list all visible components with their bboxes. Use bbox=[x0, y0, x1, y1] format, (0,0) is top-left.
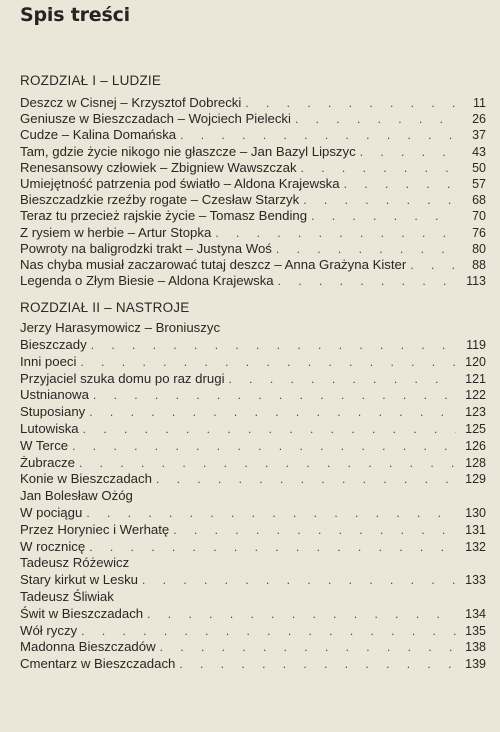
toc-entry bbox=[20, 505, 486, 522]
toc-entry bbox=[20, 257, 486, 273]
entry-title: Legenda o Złym Biesie – Aldona Krajewska bbox=[20, 273, 274, 289]
toc-entry bbox=[20, 208, 486, 224]
page-number: 57 bbox=[472, 176, 486, 191]
toc-entry bbox=[20, 606, 486, 623]
toc-entry bbox=[20, 273, 486, 289]
dot-leader bbox=[79, 455, 456, 472]
page-number: 128 bbox=[465, 455, 486, 470]
entry-title: Wół ryczy bbox=[20, 622, 78, 638]
dot-leader bbox=[83, 421, 456, 438]
dot-leader bbox=[86, 505, 456, 522]
entry-title: Deszcz w Cisnej – Krzysztof Dobrecki bbox=[20, 95, 242, 110]
chapter-entries bbox=[20, 95, 486, 289]
entry-title: Renesansowy człowiek – Zbigniew Wawszczak bbox=[20, 159, 297, 175]
toc-entry bbox=[20, 455, 486, 472]
page-number: 126 bbox=[465, 438, 486, 453]
page-number: 70 bbox=[472, 209, 486, 224]
entry-title: Z rysiem w herbie – Artur Stopka bbox=[20, 224, 212, 240]
dot-leader bbox=[91, 337, 456, 354]
dot-leader bbox=[89, 404, 456, 421]
page-number: 132 bbox=[465, 539, 486, 554]
page-number: 138 bbox=[465, 640, 486, 655]
toc-entry bbox=[20, 572, 486, 589]
table-of-contents bbox=[20, 72, 486, 673]
dot-leader bbox=[142, 572, 456, 589]
page-number: 68 bbox=[472, 193, 486, 208]
dot-leader bbox=[276, 241, 456, 257]
page-number: 76 bbox=[472, 225, 486, 240]
page-number: 121 bbox=[465, 371, 486, 386]
entry-title: Bieszczadzkie rzeźby rogate – Czesław Starzyk bbox=[20, 192, 300, 208]
dot-leader bbox=[179, 656, 456, 673]
toc-entry bbox=[20, 488, 486, 505]
page-number: 43 bbox=[472, 144, 486, 159]
chapter-entries bbox=[20, 320, 486, 673]
toc-entry bbox=[20, 225, 486, 241]
entry-title: Stuposiany bbox=[20, 404, 86, 420]
entry-title: Bieszczady bbox=[20, 337, 87, 353]
toc-entry bbox=[20, 176, 486, 192]
page-number: 131 bbox=[465, 522, 486, 537]
page-number: 50 bbox=[472, 160, 486, 175]
dot-leader bbox=[93, 387, 456, 404]
toc-entry bbox=[20, 95, 486, 111]
toc-entry bbox=[20, 623, 486, 640]
dot-leader bbox=[295, 111, 456, 127]
toc-entry bbox=[20, 144, 486, 160]
dot-leader bbox=[360, 144, 456, 160]
toc-entry bbox=[20, 387, 486, 404]
page-number: 120 bbox=[465, 354, 486, 369]
dot-leader bbox=[344, 176, 456, 192]
dot-leader bbox=[160, 639, 456, 656]
entry-title: Tadeusz Różewicz bbox=[20, 555, 130, 571]
entry-title: Teraz tu przecież rajskie życie – Tomasz Bending bbox=[20, 208, 308, 224]
entry-title: Inni poeci bbox=[20, 353, 77, 369]
dot-leader bbox=[215, 225, 456, 241]
page-number: 11 bbox=[473, 96, 486, 110]
entry-title: Jerzy Harasymowicz – Broniuszyc bbox=[20, 320, 221, 336]
entry-title: Cmentarz w Bieszczadach bbox=[20, 656, 176, 672]
dot-leader bbox=[156, 471, 456, 488]
toc-entry bbox=[20, 404, 486, 421]
page-number: 129 bbox=[465, 472, 486, 487]
dot-leader bbox=[180, 127, 456, 143]
toc-entry bbox=[20, 371, 486, 388]
entry-title: Żubracze bbox=[20, 454, 75, 470]
entry-title: W pociągu bbox=[20, 505, 83, 521]
dot-leader bbox=[229, 371, 457, 388]
page-number: 119 bbox=[466, 338, 486, 353]
dot-leader bbox=[311, 208, 456, 224]
entry-title: Ustnianowa bbox=[20, 387, 89, 403]
entry-title: Powroty na baligrodzki trakt – Justyna Woś bbox=[20, 240, 272, 256]
entry-title: Przyjaciel szuka domu po raz drugi bbox=[20, 370, 225, 386]
toc-entry bbox=[20, 127, 486, 143]
dot-leader bbox=[147, 606, 456, 623]
page-number: 130 bbox=[465, 506, 486, 521]
page-number: 88 bbox=[472, 257, 486, 272]
page-title: Spis treści bbox=[20, 4, 130, 26]
dot-leader bbox=[89, 539, 456, 556]
entry-title: Konie w Bieszczadach bbox=[20, 471, 152, 487]
page-number: 135 bbox=[465, 623, 486, 638]
dot-leader bbox=[303, 192, 456, 208]
toc-entry bbox=[20, 471, 486, 488]
page-number: 26 bbox=[472, 112, 486, 127]
toc-entry bbox=[20, 522, 486, 539]
toc-entry bbox=[20, 438, 486, 455]
toc-entry bbox=[20, 192, 486, 208]
page-number: 37 bbox=[472, 128, 486, 143]
entry-title: Tadeusz Śliwiak bbox=[20, 589, 114, 604]
entry-title: Przez Horyniec i Werhatę bbox=[20, 521, 170, 537]
entry-title: W rocznicę bbox=[20, 538, 86, 554]
entry-title: Cudze – Kalina Domańska bbox=[20, 127, 177, 143]
dot-leader bbox=[81, 623, 456, 640]
page-number: 80 bbox=[472, 241, 486, 256]
toc-entry bbox=[20, 354, 486, 371]
toc-entry bbox=[20, 639, 486, 656]
dot-leader bbox=[301, 160, 456, 176]
page-number: 134 bbox=[465, 606, 486, 621]
toc-entry bbox=[20, 320, 486, 337]
entry-title: Tam, gdzie życie nikogo nie głaszcze – Jan Bazyl Lipszyc bbox=[20, 143, 356, 159]
page-number: 133 bbox=[465, 573, 486, 588]
page-number: 123 bbox=[465, 405, 486, 420]
toc-entry bbox=[20, 421, 486, 438]
dot-leader bbox=[72, 438, 456, 455]
page-number: 113 bbox=[466, 274, 486, 289]
entry-title: Madonna Bieszczadów bbox=[20, 639, 156, 655]
dot-leader bbox=[410, 257, 456, 273]
entry-title: Lutowiska bbox=[20, 421, 79, 437]
entry-title: Stary kirkut w Lesku bbox=[20, 572, 138, 588]
entry-title: Geniusze w Bieszczadach – Wojciech Pielecki bbox=[20, 111, 291, 127]
page-number: 122 bbox=[465, 388, 486, 403]
chapter-heading: ROZDZIAŁ II – NASTROJE bbox=[20, 300, 190, 316]
dot-leader bbox=[278, 273, 456, 289]
entry-title: Świt w Bieszczadach bbox=[20, 605, 144, 621]
entry-title: Jan Bolesław Ożóg bbox=[20, 488, 133, 504]
dot-leader bbox=[173, 522, 456, 539]
toc-entry bbox=[20, 555, 486, 572]
dot-leader bbox=[80, 354, 456, 371]
toc-entry bbox=[20, 337, 486, 354]
toc-entry bbox=[20, 160, 486, 176]
toc-entry bbox=[20, 656, 486, 673]
page-number: 139 bbox=[465, 657, 486, 672]
chapter-heading: ROZDZIAŁ I – LUDZIE bbox=[20, 73, 162, 88]
entry-title: Nas chyba musiał zaczarować tutaj deszcz – Anna Grażyna Kister bbox=[20, 256, 407, 272]
toc-entry bbox=[20, 111, 486, 127]
toc-entry bbox=[20, 241, 486, 257]
entry-title: W Terce bbox=[20, 437, 69, 453]
entry-title: Umiejętność patrzenia pod światło – Aldona Krajewska bbox=[20, 175, 340, 191]
toc-entry bbox=[20, 589, 486, 606]
dot-leader bbox=[245, 95, 456, 111]
page-number: 125 bbox=[465, 422, 486, 437]
toc-entry bbox=[20, 539, 486, 556]
